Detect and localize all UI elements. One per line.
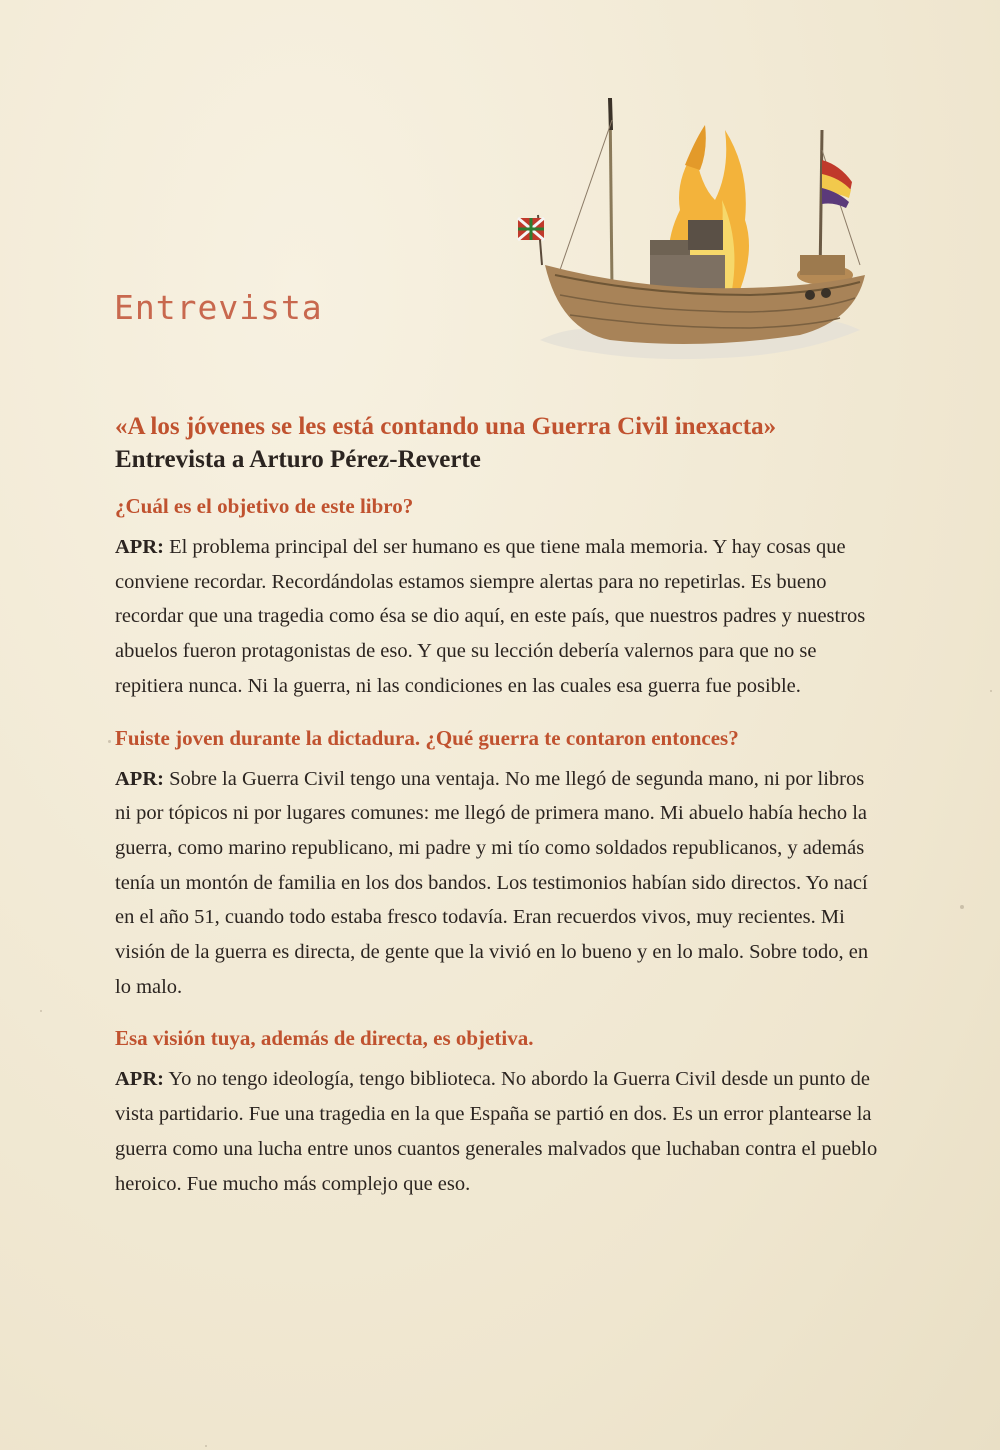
- paper-speck: [40, 1010, 42, 1012]
- headline: «A los jóvenes se les está contando una Guerra Civil inexacta»: [115, 413, 777, 440]
- qa-block: [115, 1024, 885, 1201]
- question: Esa visión tuya, además de directa, es objetiva.: [115, 1026, 534, 1051]
- subheadline: Entrevista a Arturo Pérez-Reverte: [115, 446, 481, 473]
- boat-illustration: [500, 90, 880, 370]
- question: Fuiste joven durante la dictadura. ¿Qué guerra te contaron entonces?: [115, 725, 739, 750]
- qa-block: [115, 724, 885, 1005]
- qa-block: [115, 492, 885, 704]
- answer-text: Yo no tengo ideología, tengo biblioteca. No abordo la Guerra Civil desde un punto de vista partidario. Fue una tragedia en la que España se partió en dos. Es un error plantearse la guerra como una lucha entre unos cuantos generales malvados que luchaban contra el pueblo heroico. Fue mucho más complejo que eso.: [115, 1068, 878, 1195]
- interview-content: [115, 410, 885, 1201]
- speaker-label: APR:: [115, 1068, 164, 1091]
- answer: [115, 1062, 885, 1201]
- paper-speck: [205, 1445, 207, 1447]
- answer: [115, 530, 885, 704]
- question: ¿Cuál es el objetivo de este libro?: [115, 494, 414, 518]
- speaker-label: APR:: [115, 536, 164, 558]
- speaker-label: APR:: [115, 767, 164, 790]
- answer-text: Sobre la Guerra Civil tengo una ventaja. No me llegó de segunda mano, ni por libros ni por tópicos ni por lugares comunes: me llegó de primera mano. Mi abuelo había hecho la guerra, como marino republicano, mi padre y mi tío como soldados republicanos, y además tenía un montón de familia en los dos bandos. Los testimonios habían sido directos. Yo nací en el año 51, cuando todo estaba fresco todavía. Eran recuerdos vivos, muy recientes. Mi visión de la guerra es directa, de gente que la vivió en lo bueno y en lo malo. Sobre todo, en lo malo.: [115, 767, 869, 998]
- paper-speck: [960, 905, 964, 909]
- answer-text: El problema principal del ser humano es que tiene mala memoria. Y hay cosas que conviene recordar. Recordándolas estamos siempre alertas para no repetirlas. Es bueno recordar que una tragedia como ésa se dio aquí, en este país, que nuestros padres y nuestros abuelos fueron protagonistas de eso. Y que su lección debería valernos para que no se repitiera nunca. Ni la guerra, ni las condiciones en las cuales esa guerra fue posible.: [115, 536, 866, 697]
- paper-speck: [108, 740, 111, 743]
- paper-speck: [990, 690, 992, 692]
- section-label: Entrevista: [114, 288, 323, 327]
- answer: [115, 762, 885, 1005]
